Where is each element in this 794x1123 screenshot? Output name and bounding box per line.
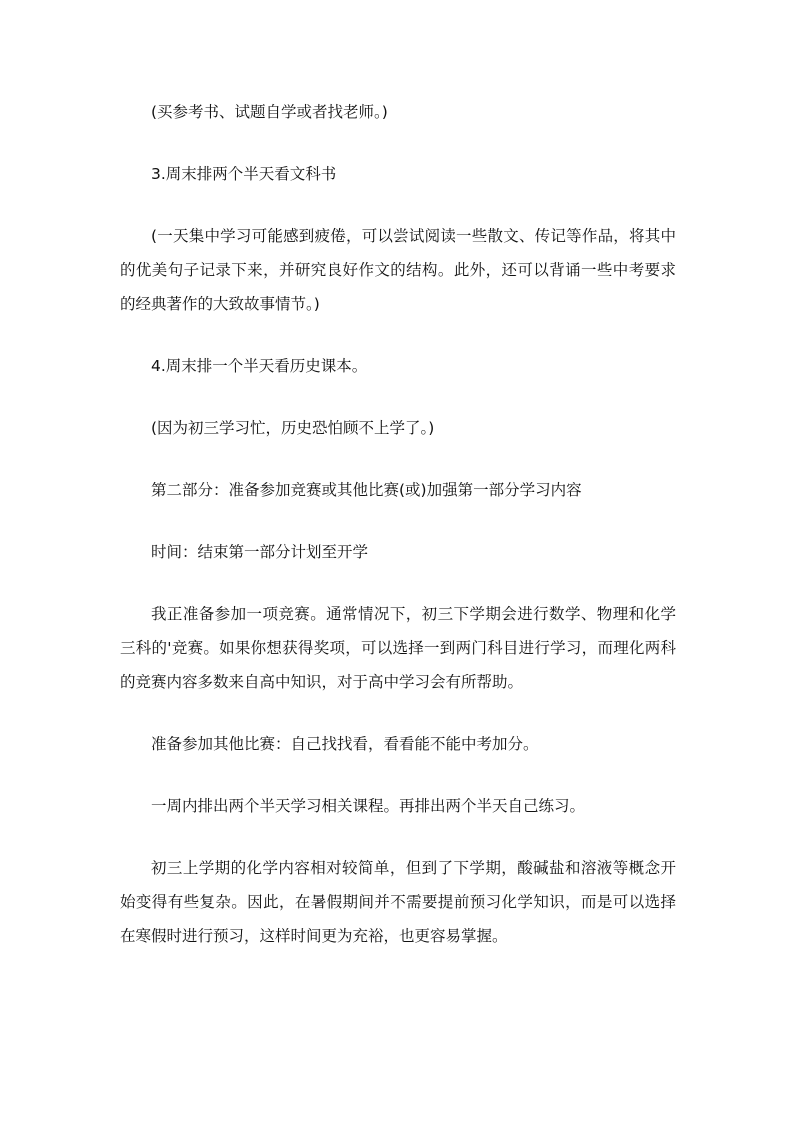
paragraph-weekend-history: 4.周末排一个半天看历史课本。 <box>151 357 368 375</box>
paragraph-chemistry-preview: 初三上学期的化学内容相对较简单，但到了下学期，酸碱盐和溶液等概念开始变得有些复杂。因此，在暑假期间并不需要提前预习化学知识，而是可以选择在寒假时进行预习，这样时间更为充裕，也更容易掌握。 <box>120 859 676 945</box>
paragraph-reference-books: (买参考书、试题自学或者找老师。) <box>151 103 388 121</box>
paragraph-history-reason: (因为初三学习忙，历史恐怕顾不上学了。) <box>151 419 435 437</box>
paragraph-competition: 我正准备参加一项竞赛。通常情况下，初三下学期会进行数学、物理和化学三科的'竞赛。如果你想获得奖项，可以选择一到两门科目进行学习，而理化两科的竞赛内容多数来自高中知识，对于高中学习会有所帮助。 <box>120 605 676 691</box>
paragraph-other-contests: 准备参加其他比赛：自己找找看，看看能不能中考加分。 <box>151 735 539 753</box>
paragraph-weekend-liberal-arts: 3.周末排两个半天看文科书 <box>151 165 337 183</box>
section-heading-part-two: 第二部分：准备参加竞赛或其他比赛(或)加强第一部分学习内容 <box>151 481 582 499</box>
paragraph-reading-suggestion: (一天集中学习可能感到疲倦，可以尝试阅读一些散文、传记等作品，将其中的优美句子记录下来，并研究良好作文的结构。此外，还可以背诵一些中考要求的经典著作的大致故事情节。) <box>120 227 676 313</box>
paragraph-weekly-schedule: 一周内排出两个半天学习相关课程。再排出两个半天自己练习。 <box>151 797 586 815</box>
document-body <box>120 95 676 981</box>
paragraph-time-range: 时间：结束第一部分计划至开学 <box>151 543 369 561</box>
